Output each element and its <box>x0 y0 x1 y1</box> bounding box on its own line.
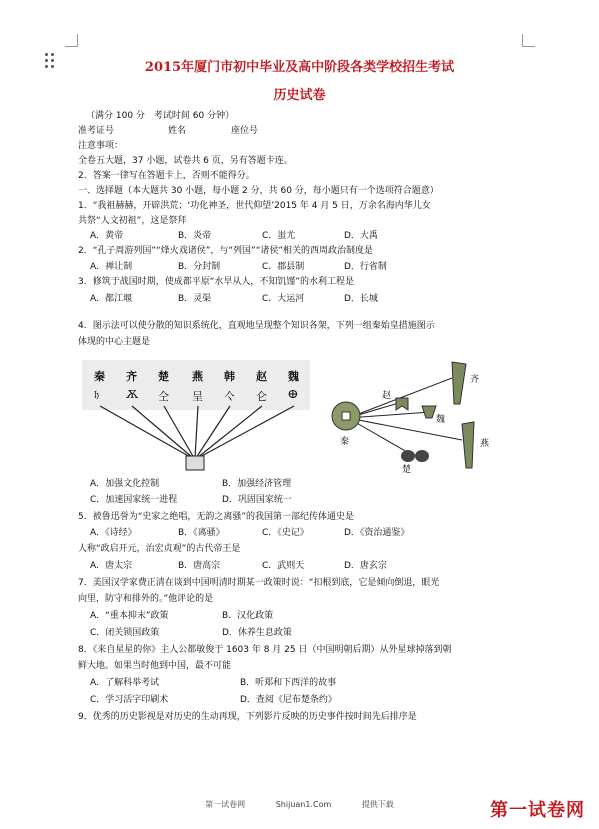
state-label-chu: 楚 <box>158 370 169 383</box>
currency-unification-figure <box>322 358 512 474</box>
q7-option-a: A．“重本抑末”政策 <box>90 611 169 621</box>
question-8-line-2: 鲜大地。如果当时他到中国，最不可能 <box>78 661 232 671</box>
q5-option-b: B．《离骚》 <box>178 528 225 538</box>
q8-option-d: D．查阅《尼布楚条约》 <box>240 695 337 705</box>
q4-option-d: D．巩固国家统一 <box>222 495 292 505</box>
footer-site-name: 第一试卷网 <box>205 800 246 809</box>
currency-label-wei: 魏 <box>436 415 446 425</box>
question-4-line-2: 体现的中心主题是 <box>78 337 151 347</box>
q1-option-d: D．大禹 <box>344 231 378 241</box>
state-label-han: 韩 <box>224 370 235 383</box>
question-9: 9．优秀的历史影视是对历史的生动再现，下列影片反映的历史事件按时间先后排序是 <box>78 712 417 722</box>
question-4-line-1: 4．图示法可以使分散的知识系统化，直观地呈现整个知识各架，下列一组秦始皇措施图示 <box>78 321 435 331</box>
section-1-heading: 一、选择题（本大题共 30 小题，每小题 2 分，共 60 分，每小题只有一个选项符合题意） <box>78 186 439 196</box>
question-3: 3．修筑于战国时期，使成都平原“水旱从人，不知饥馑”的水利工程是 <box>78 277 355 287</box>
q1-option-c: C．蚩尤 <box>262 231 296 241</box>
question-1-line-2: 共祭“人文初祖”，这是祭拜 <box>78 216 187 226</box>
question-1-line-1: 1．“我祖赫赫，开辟洪荒；‘功化神圣，世代仰望’2015 年 4 月 5 日，万余名海内华儿女 <box>78 201 431 211</box>
currency-label-chu: 楚 <box>402 465 412 475</box>
exam-subtitle: 历史试卷 <box>273 88 326 103</box>
q2-option-b: B．分封制 <box>178 262 221 272</box>
q3-option-d: D．长城 <box>344 294 378 304</box>
q1-option-a: A．黄帝 <box>90 231 124 241</box>
state-label-qi: 齐 <box>126 370 137 383</box>
q4-option-a: A．加强文化控制 <box>90 479 160 489</box>
q3-option-a: A．都江堰 <box>90 294 133 304</box>
q2-option-a: A．禅让制 <box>90 262 133 272</box>
q4-option-c: C．加速国家统一进程 <box>90 495 178 505</box>
q3-option-b: B．灵渠 <box>178 294 212 304</box>
exam-meta: （满分 100 分 考试时间 60 分钟） <box>86 111 235 121</box>
q6-option-d: D．唐玄宗 <box>344 561 387 571</box>
question-7-line-2: 向里，防守和排外的。”他评论的是 <box>78 594 214 604</box>
script-unification-figure <box>82 360 310 472</box>
seal-glyph-wei: ⴲ <box>288 388 298 401</box>
question-5: 5．被鲁迅誉为“史家之绝唱，无韵之离骚”的我国第一部纪传体通史是 <box>78 512 355 522</box>
seal-glyph-chu: 仝 <box>158 390 169 403</box>
seal-glyph-han: 亽 <box>224 390 235 403</box>
q4-option-b: B．加强经济管理 <box>222 479 292 489</box>
q6-option-c: C．武则天 <box>262 561 305 571</box>
crop-mark-top-left <box>65 34 78 47</box>
q5-option-d: D．《资治通鉴》 <box>344 528 410 538</box>
q3-option-c: C．大运河 <box>262 294 305 304</box>
note-1: 全卷五大题，37 小题，试卷共 6 页，另有答题卡连。 <box>78 156 293 166</box>
q2-option-c: C．郡县制 <box>262 262 305 272</box>
q8-option-a: A．了解科举考试 <box>90 678 160 688</box>
currency-diagram <box>322 358 512 474</box>
state-label-qin: 秦 <box>94 370 105 383</box>
question-2: 2．“孔子周游列国”“烽火戏诸侯”，与“列国”“诸侯”相关的西周政治制度是 <box>78 246 374 256</box>
seal-glyph-yan: 呈 <box>192 390 203 403</box>
state-label-wei: 魏 <box>288 370 299 383</box>
seal-glyph-qin: 𝔥 <box>94 388 100 401</box>
currency-label-qi: 齐 <box>470 375 480 385</box>
q1-option-b: B．炎帝 <box>178 231 212 241</box>
footer-note: 提供下载 <box>361 800 394 809</box>
q6-option-b: B．唐高宗 <box>178 561 221 571</box>
q8-option-b: B．听郑和下西洋的故事 <box>240 678 337 688</box>
state-label-zhao: 赵 <box>256 370 267 383</box>
brand-watermark: 第一试卷网 <box>490 800 585 821</box>
seal-glyph-zhao: 仑 <box>256 390 267 403</box>
footer-site-url[interactable]: Shijuan1.Com <box>275 800 332 809</box>
currency-label-qin: 秦 <box>340 437 350 447</box>
q7-option-d: D．休养生息政策 <box>222 628 292 638</box>
q7-option-c: C．闭关锁国政策 <box>90 628 160 638</box>
q8-option-c: C．学习活字印刷术 <box>90 695 169 705</box>
question-6: 人称“政启开元，治宏贞观”的古代帝王是 <box>78 544 241 554</box>
notes-heading: 注意事项： <box>78 141 124 151</box>
currency-label-zhao: 赵 <box>382 391 392 401</box>
exam-title: 2015年厦门市初中毕业及高中阶段各类学校招生考试 <box>144 60 455 75</box>
q5-option-a: A．《诗经》 <box>90 528 137 538</box>
question-7-line-1: 7．美国汉学家费正清在谈到中国明清时期某一政策时说：“扣根到底，它是倾向倒退，眼光 <box>78 578 440 588</box>
q6-option-a: A．唐太宗 <box>90 561 133 571</box>
q7-option-b: B．汉化政策 <box>222 611 274 621</box>
convergence-lines <box>82 360 310 472</box>
question-8-line-1: 8．《来自星星的你》主人公都敏俊于 1603 年 8 月 25 日（中国明朝后期）从外星球掉落到朝 <box>78 645 452 655</box>
q5-option-c: C．《史记》 <box>262 528 309 538</box>
crop-mark-top-right <box>522 34 535 47</box>
q2-option-d: D．行省制 <box>344 262 387 272</box>
seal-glyph-qi: Ѫ <box>126 388 139 401</box>
note-2: 2．答案一律写在答题卡上，否则不能得分。 <box>78 171 255 181</box>
currency-label-yan: 燕 <box>480 439 490 449</box>
candidate-id-line: 准考证号 姓名 座位号 <box>78 126 259 136</box>
state-label-yan: 燕 <box>192 370 203 383</box>
